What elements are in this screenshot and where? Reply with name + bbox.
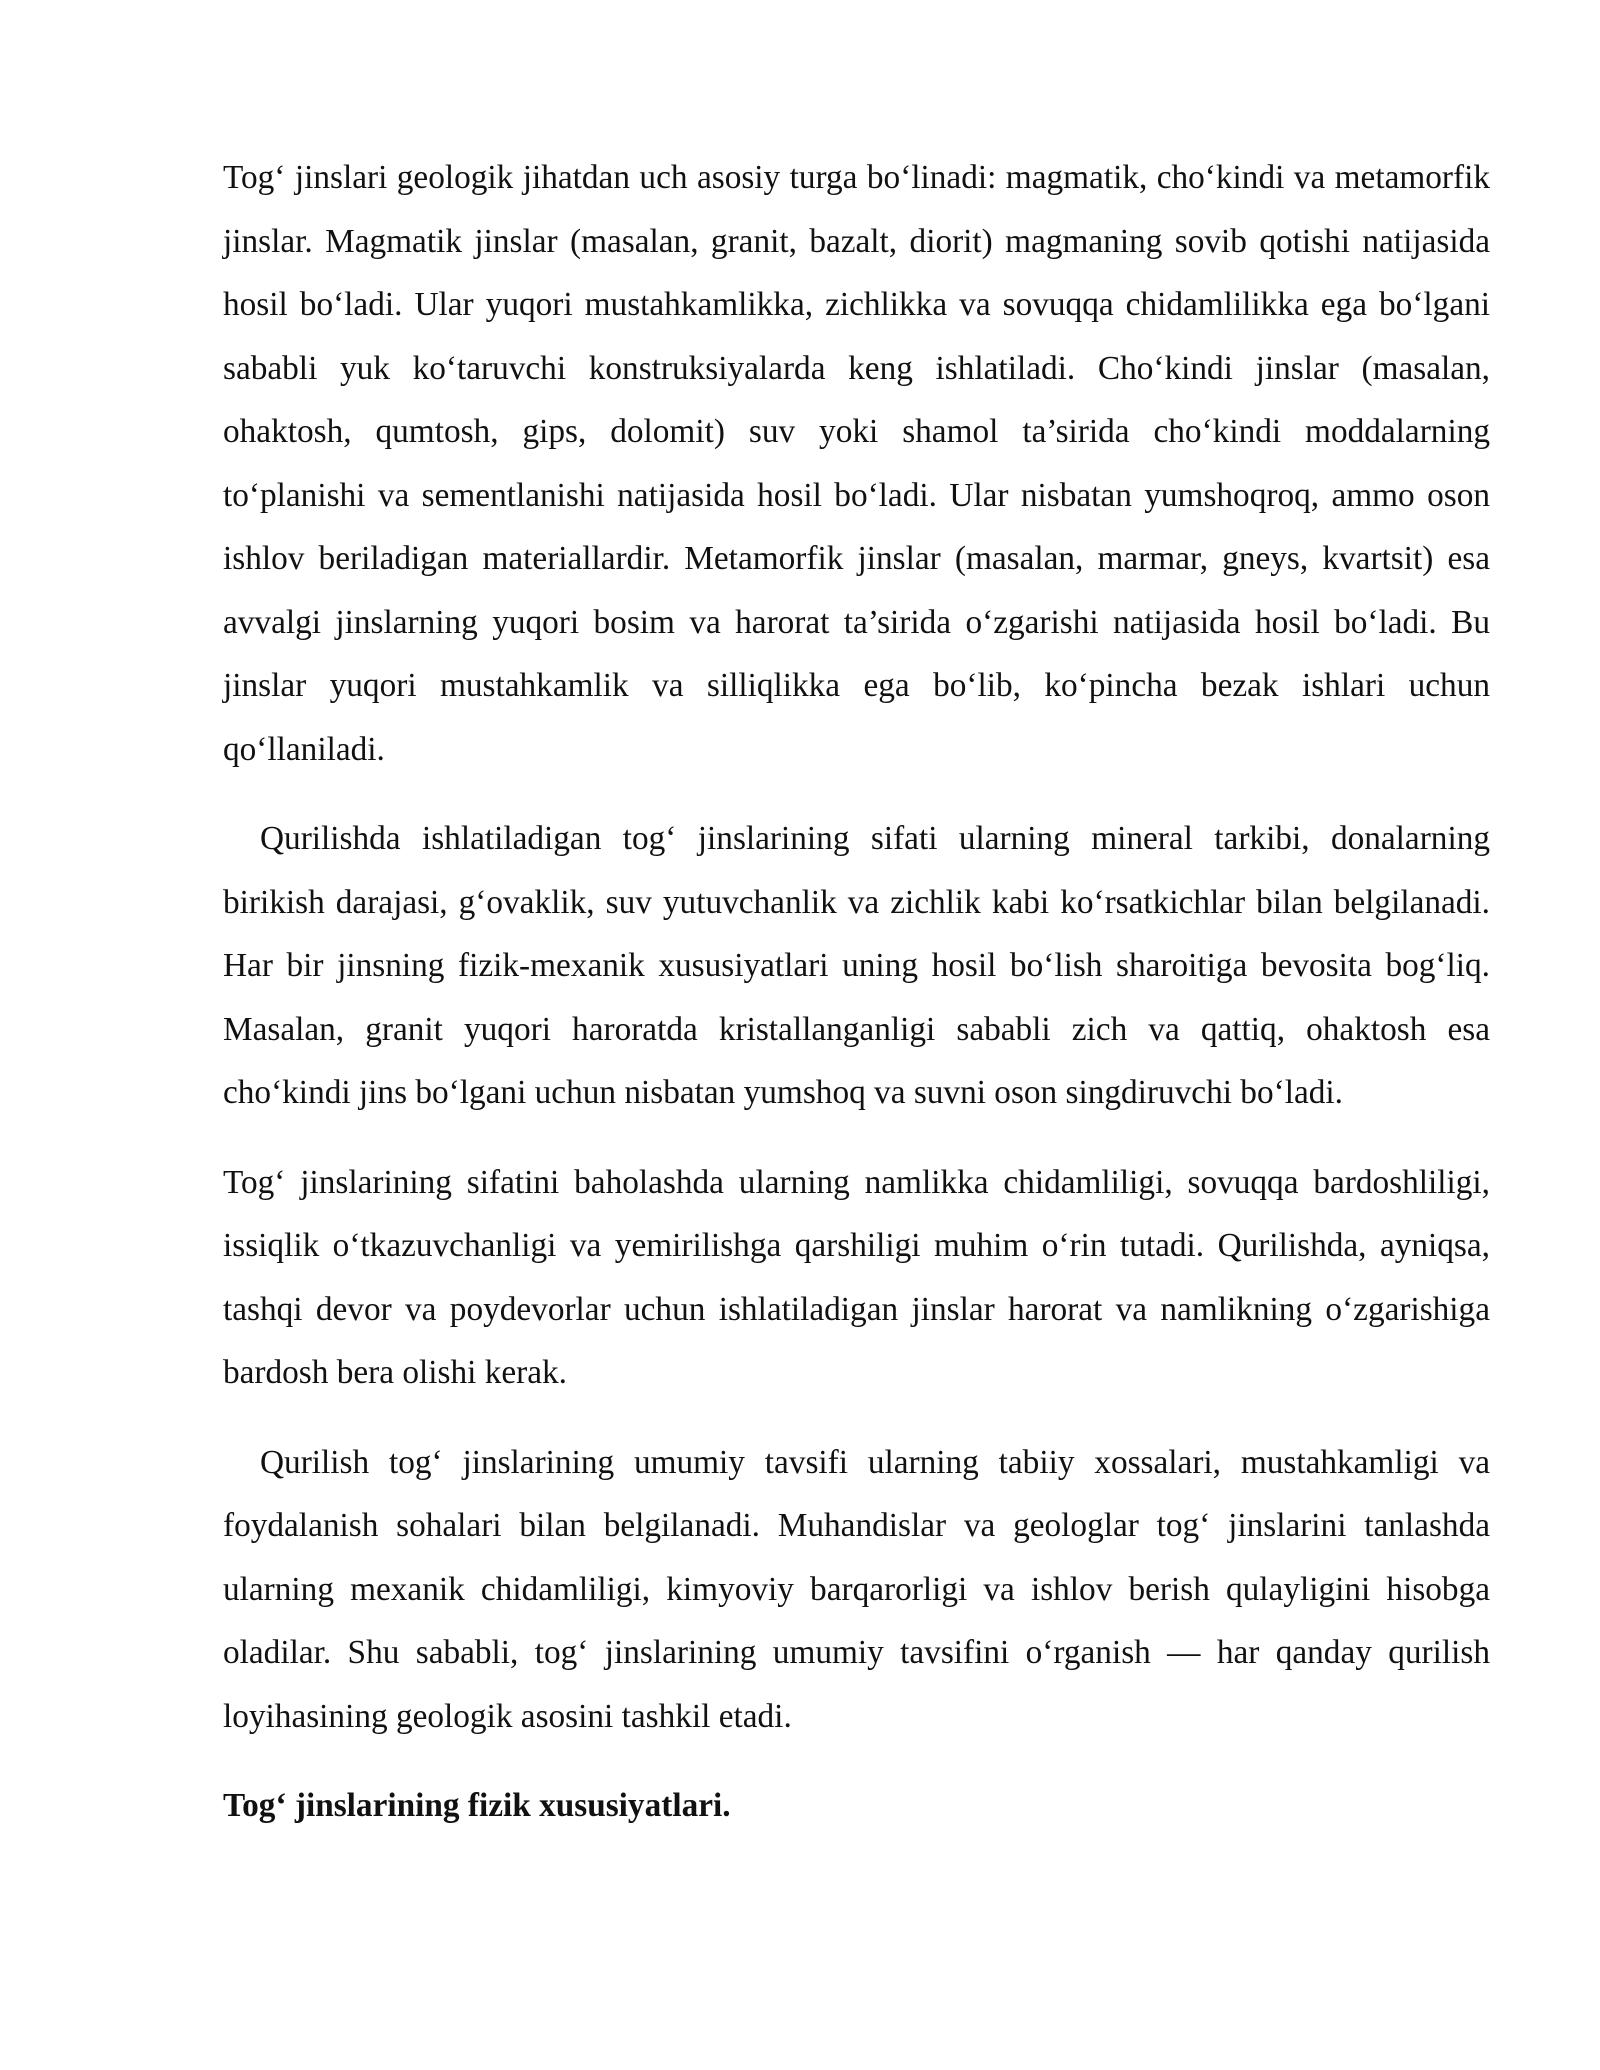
section-heading: Tog‘ jinslarining fizik xususiyatlari. xyxy=(223,1787,731,1824)
paragraph-quality-assessment: Tog‘ jinslarining sifatini baholashda ularning namlikka chidamliligi, sovuqqa bardoshliligi, issiqlik o‘tkazuvchanligi va yemirilishga qarshiligi muhim o‘rin tutadi. Qurilishda, ayniqsa, tashqi devor va poydevorlar uchun ishlatiladigan jinslar harorat va namlikning o‘zgarishiga bardosh bera olishi kerak. xyxy=(223,1163,1490,1391)
paragraph-rock-types: Tog‘ jinslari geologik jihatdan uch asosiy turga bo‘linadi: magmatik, cho‘kindi va metamorfik jinslar. Magmatik jinslar (masalan, granit, bazalt, diorit) magmaning sovib qotishi natijasida hosil bo‘ladi. Ular yuqori mustahkamlikka, zichlikka va sovuqqa chidamlilikka ega bo‘lgani sababli yuk ko‘taruvchi konstruksiyalarda keng ishlatiladi. Cho‘kindi jinslar (masalan, ohaktosh, qumtosh, gips, dolomit) suv yoki shamol ta’sirida cho‘kindi moddalarning to‘planishi va sementlanishi natijasida hosil bo‘ladi. Ular nisbatan yumshoqroq, ammo oson ishlov beriladigan materiallardir. Metamorfik jinslar (masalan, marmar, gneys, kvartsit) esa avvalgi jinslarning yuqori bosim va harorat ta’sirida o‘zgarishi natijasida hosil bo‘ladi. Bu jinslar yuqori mustahkamlik va silliqlikka ega bo‘lib, ko‘pincha bezak ishlari uchun qo‘llaniladi. xyxy=(223,159,1490,768)
paragraph-rock-quality: Qurilishda ishlatiladigan tog‘ jinslarining sifati ularning mineral tarkibi, donalarning birikish darajasi, g‘ovaklik, suv yutuvchanlik va zichlik kabi ko‘rsatkichlar bilan belgilanadi. Har bir jinsning fizik-mexanik xususiyatlari uning hosil bo‘lish sharoitiga bevosita bog‘liq. Masalan, granit yuqori haroratda kristallanganligi sababli zich va qattiq, ohaktosh esa cho‘kindi jins bo‘lgani uchun nisbatan yumshoq va suvni oson singdiruvchi bo‘ladi. xyxy=(223,820,1490,1111)
paragraph-general-description: Qurilish tog‘ jinslarining umumiy tavsifi ularning tabiiy xossalari, mustahkamligi va foydalanish sohalari bilan belgilanadi. Muhandislar va geologlar tog‘ jinslarini tanlashda ularning mexanik chidamliligi, kimyoviy barqarorligi va ishlov berish qulayligini hisobga oladilar. Shu sababli, tog‘ jinslarining umumiy tavsifini o‘rganish — har qanday qurilish loyihasining geologik asosini tashkil etadi. xyxy=(223,1443,1490,1735)
document-body xyxy=(223,146,1490,1838)
